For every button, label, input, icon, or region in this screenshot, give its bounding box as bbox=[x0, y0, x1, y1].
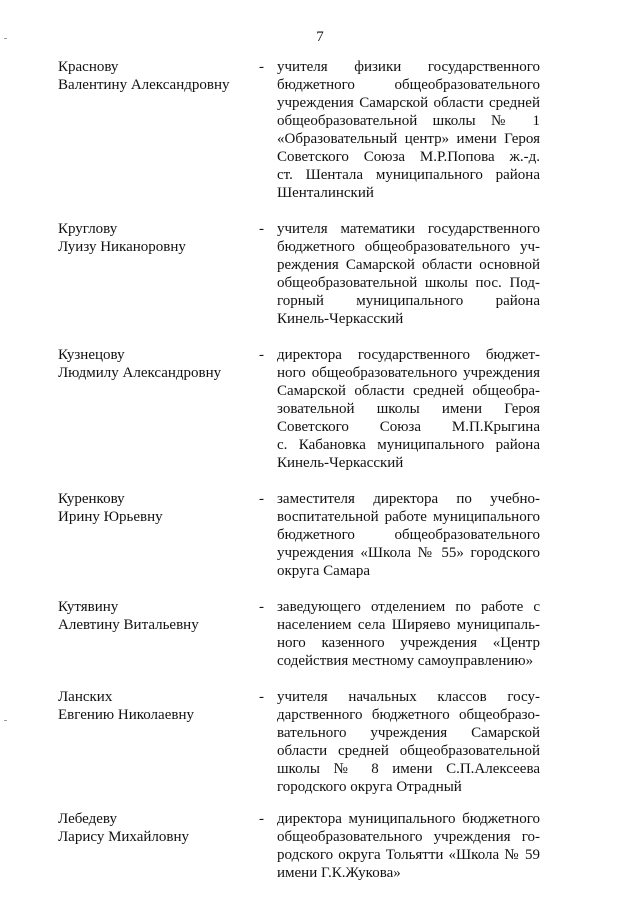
position-description-line: горный муниципального района bbox=[277, 293, 540, 309]
position-description-line: учреждения «Школа № 55» городского bbox=[277, 545, 540, 561]
position-description-line: зовательной школы имени Героя bbox=[277, 401, 540, 417]
position-description-line: округа Самара bbox=[277, 563, 371, 579]
position-description bbox=[277, 220, 540, 328]
person-name-line: Алевтину Витальевну bbox=[58, 617, 199, 633]
position-description-line: воспитательной работе муниципального bbox=[277, 509, 540, 525]
position-description-line: учителя физики государственного bbox=[277, 59, 540, 75]
position-description bbox=[277, 58, 540, 202]
entry-dash: - bbox=[259, 347, 264, 363]
position-description-line: Советского Союза М.Р.Попова ж.-д. bbox=[277, 149, 540, 165]
position-description-line: содействия местному самоуправлению» bbox=[277, 653, 534, 669]
position-description-line: ного общеобразовательного учреждения bbox=[277, 365, 540, 381]
position-description-line: Самарской области средней общеобра- bbox=[277, 383, 540, 399]
person-name-line: Евгению Николаевну bbox=[58, 707, 194, 723]
entry-dash: - bbox=[259, 599, 264, 615]
entry-dash: - bbox=[259, 491, 264, 507]
position-description-line: бюджетного общеобразовательного bbox=[277, 527, 540, 543]
position-description bbox=[277, 490, 540, 580]
position-description bbox=[277, 810, 540, 882]
person-name bbox=[58, 688, 248, 724]
person-name-line: Ирину Юрьевну bbox=[58, 509, 163, 525]
margin-mark bbox=[4, 38, 7, 39]
person-name-line: Кутявину bbox=[58, 599, 119, 615]
position-description-line: «Образовательный центр» имени Героя bbox=[277, 131, 540, 147]
person-name-line: Луизу Никаноровну bbox=[58, 239, 186, 255]
person-name bbox=[58, 598, 248, 634]
person-name bbox=[58, 810, 248, 846]
person-name bbox=[58, 346, 248, 382]
position-description-line: бюджетного общеобразовательного уч- bbox=[277, 239, 540, 255]
position-description-line: Кинель-Черкасский bbox=[277, 455, 404, 471]
position-description-line: заведующего отделением по работе с bbox=[277, 599, 540, 615]
position-description-line: Шенталинский bbox=[277, 185, 374, 201]
position-description bbox=[277, 688, 540, 796]
person-name-line: Валентину Александровну bbox=[58, 77, 230, 93]
position-description-line: вательного учреждения Самарской bbox=[277, 725, 540, 741]
entry-dash: - bbox=[259, 221, 264, 237]
position-description-line: дарственного бюджетного общеобразо- bbox=[277, 707, 540, 723]
person-name-line: Краснову bbox=[58, 59, 119, 75]
position-description-line: родского округа Тольятти «Школа № 59 bbox=[277, 847, 540, 863]
position-description-line: имени Г.К.Жукова» bbox=[277, 865, 401, 881]
person-name-line: Ларису Михайловну bbox=[58, 829, 190, 845]
entry-dash: - bbox=[259, 59, 264, 75]
position-description-line: учителя начальных классов госу- bbox=[277, 689, 540, 705]
position-description-line: городского округа Отрадный bbox=[277, 779, 462, 795]
position-description-line: с. Кабановка муниципального района bbox=[277, 437, 540, 453]
position-description bbox=[277, 346, 540, 472]
person-name bbox=[58, 220, 248, 256]
position-description-line: ного казенного учреждения «Центр bbox=[277, 635, 540, 651]
position-description-line: заместителя директора по учебно- bbox=[277, 491, 540, 507]
person-name-line: Лебедеву bbox=[58, 811, 117, 827]
person-name bbox=[58, 490, 248, 526]
position-description-line: общеобразовательного учреждения го- bbox=[277, 829, 540, 845]
position-description-line: школы № 8 имени С.П.Алексеева bbox=[277, 761, 540, 777]
position-description-line: бюджетного общеобразовательного bbox=[277, 77, 540, 93]
person-name-line: Ланских bbox=[58, 689, 113, 705]
person-name-line: Куренкову bbox=[58, 491, 125, 507]
position-description-line: населением села Ширяево муниципаль- bbox=[277, 617, 540, 633]
person-name-line: Круглову bbox=[58, 221, 118, 237]
page-number: 7 bbox=[316, 29, 324, 45]
position-description-line: общеобразовательной школы № 1 bbox=[277, 113, 540, 129]
entry-dash: - bbox=[259, 811, 264, 827]
position-description-line: директора муниципального бюджетного bbox=[277, 811, 540, 827]
position-description-line: ст. Шентала муниципального района bbox=[277, 167, 540, 183]
position-description-line: Кинель-Черкасский bbox=[277, 311, 404, 327]
person-name-line: Кузнецову bbox=[58, 347, 125, 363]
position-description-line: области средней общеобразовательной bbox=[277, 743, 540, 759]
position-description-line: общеобразовательной школы пос. Под- bbox=[277, 275, 540, 291]
position-description-line: реждения Самарской области основной bbox=[277, 257, 540, 273]
person-name-line: Людмилу Александровну bbox=[58, 365, 222, 381]
position-description-line: директора государственного бюджет- bbox=[277, 347, 540, 363]
position-description-line: учителя математики государственного bbox=[277, 221, 540, 237]
entry-dash: - bbox=[259, 689, 264, 705]
person-name bbox=[58, 58, 248, 94]
position-description bbox=[277, 598, 540, 670]
position-description-line: учреждения Самарской области средней bbox=[277, 95, 540, 111]
margin-mark bbox=[4, 720, 7, 721]
position-description-line: Советского Союза М.П.Крыгина bbox=[277, 419, 540, 435]
